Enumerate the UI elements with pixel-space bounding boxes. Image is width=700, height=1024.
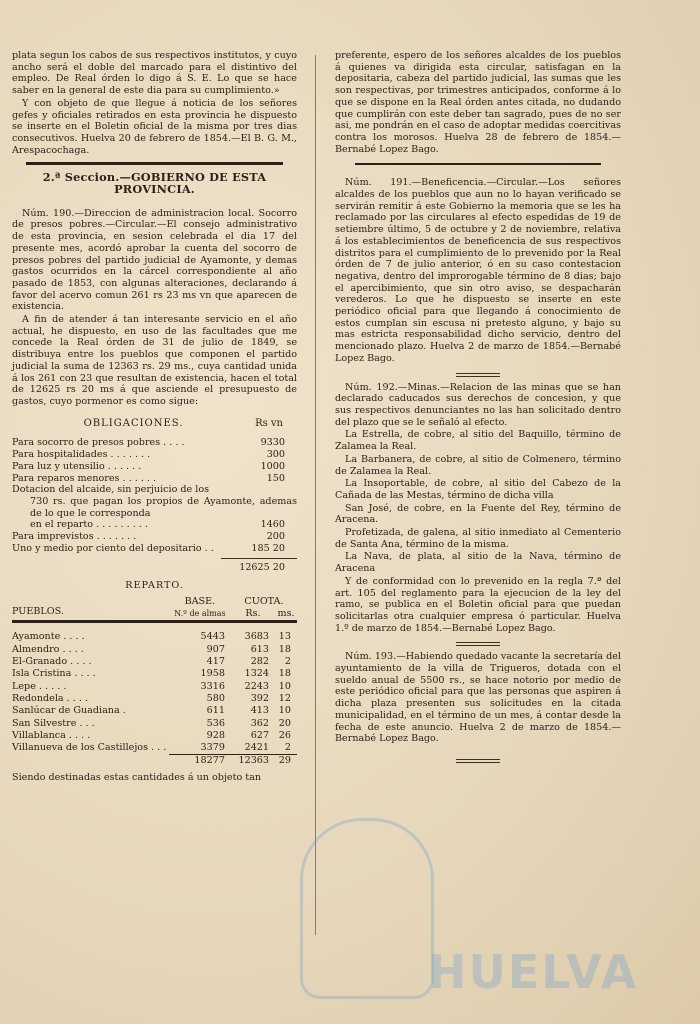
pueblo-rs: 3683	[244, 631, 270, 643]
pueblo-base: 611	[206, 705, 225, 717]
pueblo-ms: 26	[278, 729, 291, 741]
pueblo-rs: 392	[250, 692, 270, 704]
pueblo-base: 907	[206, 643, 225, 655]
obligaciones-after-value: 200	[266, 531, 285, 543]
dotacion-line-3-label: en el reparto . . . . . . . . .	[30, 519, 148, 531]
reparto-table	[12, 596, 297, 768]
pueblo-name: Almendro . . . .	[12, 643, 84, 655]
col-header-rs: Rs.	[245, 608, 261, 620]
pueblo-ms: 12	[278, 692, 291, 704]
obligaciones-list	[12, 437, 297, 484]
table-row	[12, 631, 297, 643]
pueblo-name: Villanueva de los Castillejos . . .	[12, 742, 167, 754]
total-ms: 29	[275, 755, 297, 768]
reparto-body	[12, 631, 297, 754]
pueblo-name: El-Granado . . . .	[12, 656, 92, 668]
dotacion-item	[12, 484, 297, 531]
table-row	[12, 668, 297, 680]
col-header-base-sub: N.º de almas	[174, 609, 226, 619]
obligaciones-after-value: 185 20	[251, 542, 285, 554]
table-row	[12, 693, 297, 705]
table-row	[12, 718, 297, 730]
num190-paragraph-2: A fin de atender á tan interesante servicio en el año actual, he dispuesto, en uso de las facultades que me concede la Real órden de 31 de julio de 1849, se distribuya entre los pueblos que componen el partido judicial la suma de 12363 rs. 29 ms., cuya cantidad unida á los 261 con 23 que resultan de existencia, hacen el total de 12625 rs 20 ms á que asciende el presupuesto de gastos, cuyo pormenor es como sigue:	[12, 314, 297, 407]
pueblo-ms: 18	[278, 643, 291, 655]
pueblo-rs: 362	[250, 717, 270, 729]
obligaciones-label: Para socorro de presos pobres . . . .	[12, 437, 185, 449]
pueblo-ms: 18	[278, 668, 291, 680]
pueblo-base: 536	[206, 717, 225, 729]
table-row	[12, 705, 297, 717]
dotacion-line-3	[12, 519, 297, 531]
right-column	[335, 50, 621, 768]
obligaciones-unit: Rs vn	[255, 417, 283, 429]
list-item: La Barbanera, de cobre, al sitio de Colmenero, término de Zalamea la Real.	[335, 453, 621, 477]
pueblo-ms: 20	[278, 717, 291, 729]
obligaciones-after-label: Para imprevistos . . . . . . .	[12, 531, 137, 543]
obligaciones-value: 300	[266, 449, 285, 461]
pueblo-rs: 2421	[244, 742, 270, 754]
obligaciones-label: OBLIGACIONES.	[83, 417, 184, 429]
pueblo-name: Sanlúcar de Guadiana .	[12, 705, 126, 717]
obligaciones-row	[12, 473, 297, 485]
obligaciones-total: 12625 20	[221, 558, 297, 574]
col-header-base: BASE.	[184, 595, 216, 607]
num193-paragraph: Núm. 193.—Habiendo quedado vacante la secretaría del ayuntamiento de la villa de Trigueros, dotada con el sueldo anual de 5500 rs., se hace notorio por medio de este periódico oficial para que las personas que aspiren á dicha plaza presenten sus solicitudes en la citada municipalidad, en el término de un mes, á contar desde la fecha de este anuncio. Huelva 2 de marzo de 1854.—Bernabé Lopez Bago.	[335, 651, 621, 745]
pueblo-base: 3316	[200, 680, 225, 692]
obligaciones-after-row	[12, 531, 297, 543]
column-divider	[315, 55, 316, 935]
obligaciones-row	[12, 461, 297, 473]
obligaciones-label: Para luz y utensilio . . . . . .	[12, 460, 142, 472]
obligaciones-value: 1000	[260, 460, 285, 472]
pueblo-ms: 10	[278, 680, 291, 692]
col-header-ms: ms.	[277, 608, 295, 620]
intro-paragraph-2: Y con objeto de que llegue á noticia de los señores gefes y oficiales retirados en esta provincia he dispuesto se inserte en el Boletin oficial de la misma por tres dias consecutivos. Huelva 20 de febrero de 1854.—El B. G. M., Arespacochaga.	[12, 97, 297, 156]
pueblo-rs: 627	[250, 729, 270, 741]
reparto-title: REPARTO.	[125, 580, 184, 592]
intro-paragraph-1: plata segun los cabos de sus respectivos institutos, y cuyo ancho será el doble del marcado para el distintivo del empleo. De Real órden lo digo á S. E. Lo que se hace saber en la general de este dia para su cumplimiento.»	[12, 50, 297, 97]
minas-list	[335, 429, 621, 574]
pueblo-base: 417	[206, 656, 225, 668]
pueblo-base: 580	[206, 692, 225, 704]
pueblo-name: San Silvestre . . .	[12, 717, 95, 729]
pueblo-rs: 2243	[244, 680, 270, 692]
section-rule	[26, 162, 283, 165]
pueblo-ms: 13	[278, 631, 291, 643]
list-item: La Estrella, de cobre, al sitio del Baquillo, término de Zalamea la Real.	[335, 429, 621, 453]
list-item: La Nava, de plata, al sitio de la Nava, término de Aracena	[335, 551, 621, 575]
obligaciones-label: Para hospitalidades . . . . . . .	[12, 449, 151, 461]
pueblo-name: Redondela . . . .	[12, 692, 89, 704]
table-row	[12, 730, 297, 742]
left-column	[12, 50, 297, 784]
pueblo-base: 1958	[200, 668, 225, 680]
col-header-cuota: CUOTA.	[244, 595, 284, 607]
obligaciones-after-label: Uno y medio por ciento del depositario . .	[12, 542, 214, 554]
pueblo-rs: 282	[250, 656, 270, 668]
pueblo-name: Isla Cristina . . . .	[12, 668, 96, 680]
total-base: 18277	[169, 755, 231, 768]
right-rule	[355, 163, 601, 165]
table-row	[12, 681, 297, 693]
obligaciones-value: 9330	[260, 437, 285, 449]
pueblo-rs: 1324	[244, 668, 270, 680]
watermark-seal	[300, 818, 434, 999]
total-rs: 12363	[231, 755, 275, 768]
num192-closing: Y de conformidad con lo prevenido en la regla 7.ª del art. 105 del reglamento para la ejecucion de la ley del ramo, se publica en el Boletin oficial para que puedan solicitarlas otra cualquier empresa ó particular. Huelva 1.º de marzo de 1854.—Bernabé Lopez Bago.	[335, 575, 621, 634]
watermark-text: HUELVA	[428, 945, 639, 999]
table-row	[12, 644, 297, 656]
reparto-totals-row	[12, 755, 297, 768]
pueblo-ms: 10	[278, 705, 291, 717]
pueblo-base: 3379	[200, 742, 225, 754]
list-item: San José, de cobre, en la Fuente del Rey, término de Aracena.	[335, 502, 621, 526]
obligaciones-after-list	[12, 531, 297, 554]
closing-line: Siendo destinadas estas cantidades á un objeto tan	[12, 771, 262, 783]
pueblo-base: 928	[206, 729, 225, 741]
obligaciones-label: Para reparos menores . . . . . .	[12, 472, 157, 484]
dotacion-line-2: 730 rs. que pagan los propios de Ayamonte, ademas de lo que le corresponda	[30, 495, 297, 519]
section-heading: 2.ª Seccion.—GOBIERNO DE ESTA PROVINCIA.	[42, 170, 267, 197]
dotacion-value: 1460	[260, 519, 285, 531]
short-divider-2	[456, 642, 500, 643]
pueblo-rs: 413	[250, 705, 270, 717]
num192-intro: Núm. 192.—Minas.—Relacion de las minas que se han declarado caducados sus derechos de concesion, y que sus respectivos denunciantes no las han solicitado dentro del plazo que se le señaló al efecto.	[335, 381, 621, 428]
list-item: Profetizada, de galena, al sitio inmediato al Cementerio de Santa Ana, término de la misma.	[335, 527, 621, 550]
pueblo-base: 5443	[200, 631, 225, 643]
pueblo-name: Villablanca . . . .	[12, 729, 91, 741]
num190-paragraph-1: Núm. 190.—Direccion de administracion local. Socorro de presos pobres.—Circular.—El consejo administrativo de esta provincia, en sesion celebrada el dia 17 del presente mes, acordó aprobar la cuenta del socorro de presos pobres del partido judicial de Ayamonte, y demas gastos ocurridos en la cárcel correspondiente al año pasado de 1853, con algunas alteraciones, declarando á favor del acervo comun 261 rs 23 ms vn que aparecen de existencia.	[12, 207, 297, 313]
continuation-paragraph: preferente, espero de los señores alcaldes de los pueblos á quienes va dirigida esta circular, satisfagan en la depositaria, cabeza del partido judicial, las sumas que les son respectivas, por trimestres anticipados, conforme á lo que se dispone en la Real órden antes citada, no dudando que cumplirán con este deber tan sagrado, pues de no ser asi, me pondrán en el caso de adoptar medidas coercitivas contra los morosos. Huelva 28 de febrero de 1854.—Bernabé Lopez Bago.	[335, 50, 621, 155]
pueblo-rs: 613	[250, 643, 270, 655]
short-divider-3	[456, 759, 500, 760]
pueblo-name: Ayamonte . . . .	[12, 631, 85, 643]
obligaciones-row	[12, 449, 297, 461]
list-item: La Insoportable, de cobre, al sitio del Cabezo de la Cañada de las Mestas, término de dicha villa	[335, 478, 621, 501]
obligaciones-row	[12, 437, 297, 449]
num191-paragraph: Núm. 191.—Beneficencia.—Circular.—Los señores alcaldes de los pueblos que aun no lo hayan verificado se servirán remitir á este Gobierno la memoria que se les ha reclamado por las circulares al efecto espedidas de 19 de setiembre último, 5 de octubre y 2 de noviembre, relativa á los establecimientos de beneficencia de sus respectivos distritos para el cumplimiento de lo prevenido por la Real órden de 7 de julio anterior, ó en su caso contestacion negativa, dentro del improrogable término de 8 dias; bajo el apercibimiento, que sin otro aviso, se despacharán verederos. Lo que he dispuesto se inserte en este periódico oficial para que llegando á conocimiento de estos cumplan sin escusa ni pretesto alguno, y bajo su mas estricta responsabilidad dicho servicio, dentro del mencionado plazo. Huelva 2 de marzo de 1854.—Bernabé Lopez Bago.	[335, 177, 621, 364]
table-row	[12, 656, 297, 668]
col-header-pueblos: PUEBLOS.	[12, 605, 64, 617]
obligaciones-value: 150	[266, 472, 285, 484]
pueblo-ms: 2	[284, 656, 291, 668]
pueblo-name: Lepe . . . . .	[12, 680, 67, 692]
short-divider-1	[456, 373, 500, 374]
pueblo-ms: 2	[284, 742, 291, 754]
obligaciones-after-row	[12, 543, 297, 555]
table-row	[12, 742, 297, 755]
dotacion-line-1: Dotacion del alcaide, sin perjuicio de los	[12, 484, 210, 496]
obligaciones-title	[12, 418, 297, 430]
